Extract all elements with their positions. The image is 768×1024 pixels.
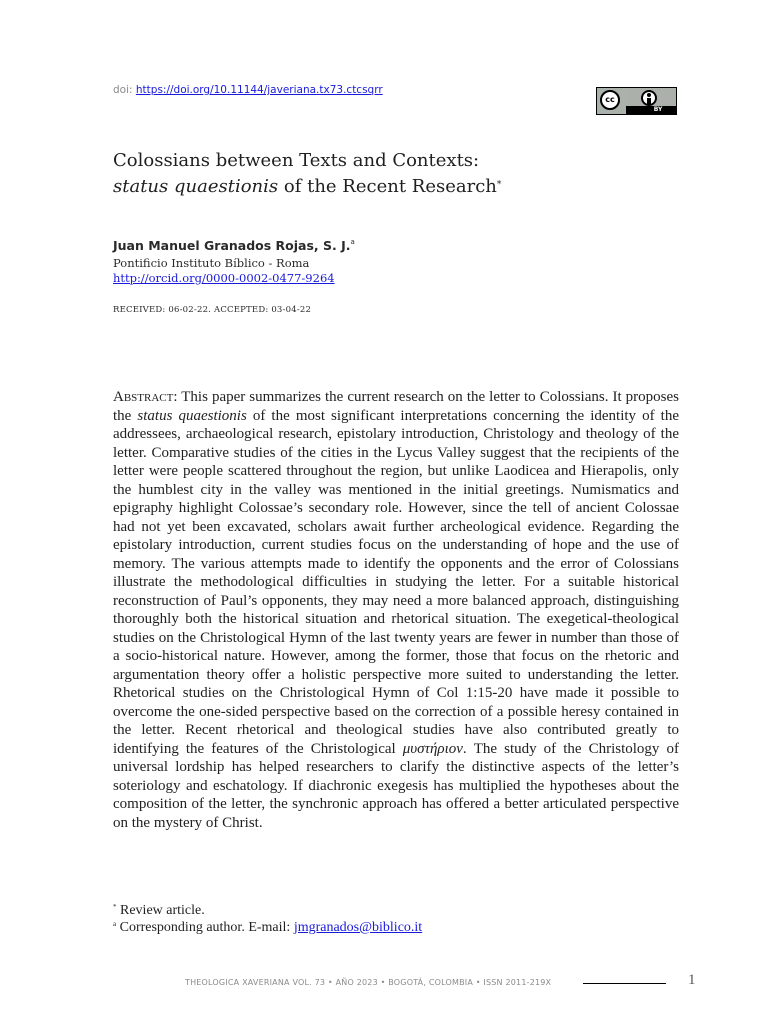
title-line-1: Colossians between Texts and Contexts:: [113, 150, 480, 171]
footer-rule: [583, 983, 666, 984]
orcid-link[interactable]: http://orcid.org/0000-0002-0477-9264: [113, 271, 335, 285]
abstract-part-1: This paper summarizes the current research on the letter to Colossians. It proposes the: [113, 389, 679, 424]
abstract-part-2: of the most significant interpretations concerning the identity of the addressees, archaeological research, epistolary introduction, Christology and theology of the letter. Comparative studies of the cities in the Lycus Valley suggest that the recipients of the letter were people scattered throughout the region, but unlike Laodicea and Hierapolis, only the humblest city in the valley was mentioned in the initial greetings. Numismatics and epigraphy highlight Colossae’s secondary role. However, since the tell of ancient Colossae had not yet been excavated, scholars await further archeological evidence. Regarding the epistolary introduction, current studies focus on the understanding of hope and the use of memory. The various attempts made to identify the opponents and the error of Colossians illustrate the methodological difficulties in studying the letter. For a suitable historical reconstruction of Paul’s opponents, they may need a more balanced approach, distinguishing thoroughly both the historical situation and rhetorical situation. The exegetical-theological studies on the Christological Hymn of the last twenty years are fewer in number than those of a socio-historical nature. However, among the former, those that focus on the rhetoric and argumentation theory offer a holistic perspective more suited to understanding the letter. Rhetorical studies on the Christological Hymn of Col 1:15-20 have made it possible to overcome the one-sided perspective based on the correction of a possible heresy contained in the letter. Recent rhetorical and theological studies have also contributed greatly to identifying the features of the Christological: [113, 407, 679, 757]
footnote-2-marker: a: [113, 920, 117, 928]
footnote-corresponding: [113, 920, 422, 936]
by-label: BY: [626, 106, 676, 114]
footnote-1-text: Review article.: [116, 903, 205, 918]
title-footnote-marker: *: [496, 180, 502, 190]
abstract-lead: Abstract:: [113, 389, 178, 405]
author-name-line: [113, 238, 355, 253]
title-line-2: [113, 174, 673, 200]
footnote-2-text: Corresponding author. E-mail:: [116, 920, 294, 935]
abstract-italic-2: μυστήριον: [402, 740, 463, 757]
abstract-part-3: . The study of the Christology of universal lordship has helped researchers to clarify the distinctive aspects of the letter’s soteriology and eschatology. If diachronic exegesis has multiplied the hypotheses about the composition of the letter, the synchronic approach has offered a better articulated perspective on the mystery of Christ.: [113, 740, 679, 831]
attribution-person-icon: [641, 90, 657, 106]
author-marker: a: [350, 238, 355, 246]
footnote-1-marker: *: [113, 903, 117, 911]
doi-line: [113, 84, 383, 96]
abstract-italic-1: status quaestionis: [137, 407, 247, 424]
received-accepted-dates: RECEIVED: 06-02-22. ACCEPTED: 03-04-22: [113, 305, 312, 315]
title-italic: status quaestionis: [113, 176, 279, 197]
doi-link[interactable]: https://doi.org/10.11144/javeriana.tx73.ctcsqrr: [135, 84, 383, 96]
footnote-review: [113, 903, 205, 919]
title-rest: of the Recent Research: [278, 176, 497, 197]
cc-by-license-icon[interactable]: [596, 87, 677, 115]
page-number: 1: [688, 972, 696, 988]
cc-label: cc: [600, 90, 620, 110]
author-affiliation: Pontificio Instituto Bíblico - Roma: [113, 256, 310, 270]
email-link[interactable]: jmgranados@biblico.it: [293, 920, 423, 935]
article-title: [113, 148, 673, 200]
journal-footer: THEOLOGICA XAVERIANA VOL. 73 • AÑO 2023 • BOGOTÁ, COLOMBIA • ISSN 2011-219X: [185, 978, 552, 987]
abstract: [113, 388, 679, 832]
author-name: Juan Manuel Granados Rojas, S. J.: [113, 238, 351, 253]
doi-prefix: doi:: [113, 84, 133, 96]
